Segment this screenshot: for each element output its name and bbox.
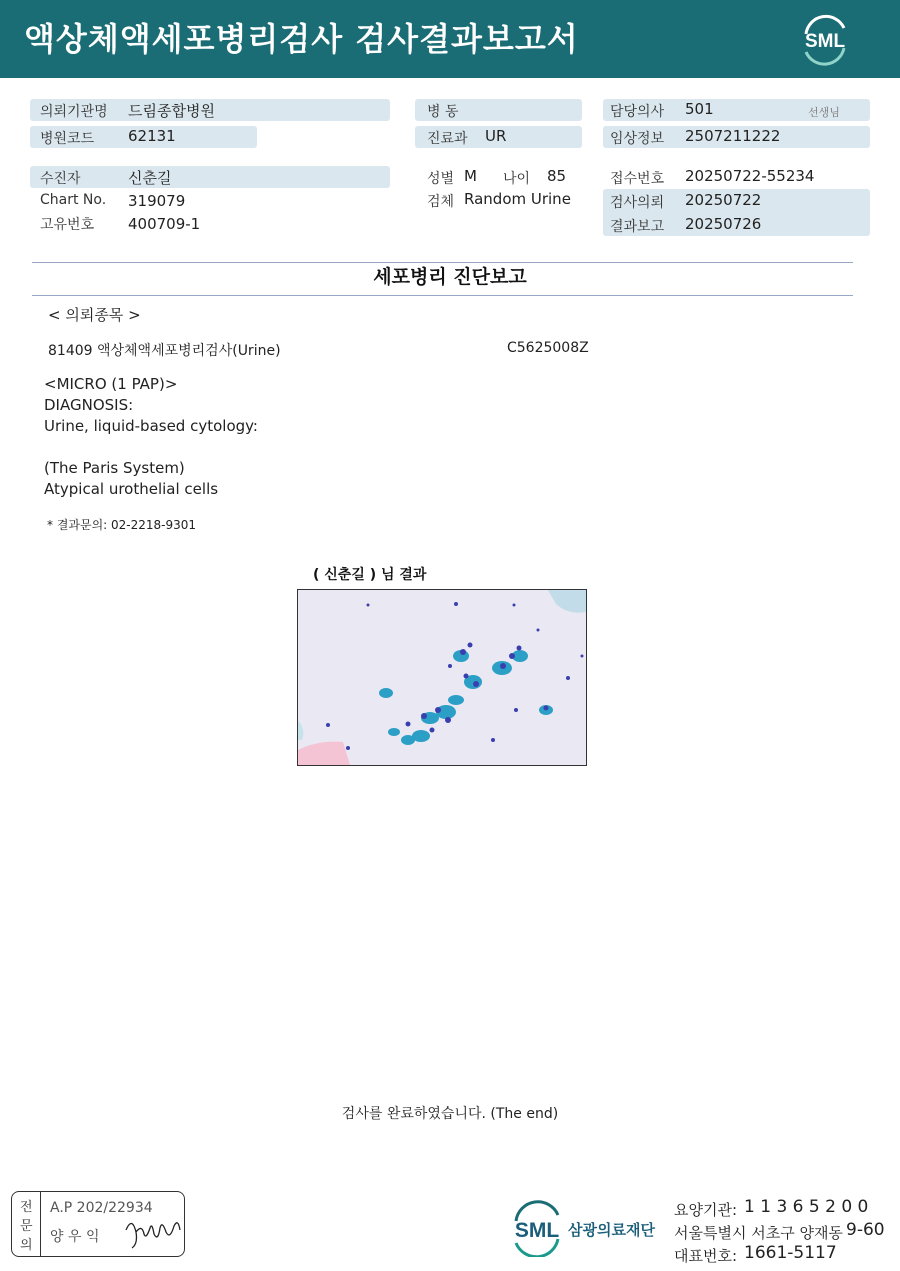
report-value: 20250726 [685, 215, 762, 233]
patient-row-bg [30, 166, 390, 188]
specimen-value: Random Urine [464, 190, 571, 208]
sml-logo-text: SML [804, 31, 846, 52]
completion-message: 검사를 완료하였습니다. (The end) [341, 1106, 559, 1122]
chart-value: 319079 [128, 192, 186, 210]
ward-label: 병 동 [427, 104, 459, 120]
age-value: 85 [547, 167, 567, 185]
result-inquiry-note: * 결과문의: 02-2218-9301 [47, 518, 197, 532]
clinical-value: 2507211222 [685, 127, 781, 145]
doctor-value: 501 [685, 100, 714, 118]
result-line-system: (The Paris System) [44, 459, 185, 477]
stamp-name: 양 우 익 [50, 1229, 100, 1245]
specimen-label: 검체 [427, 194, 455, 210]
result-line-specimen: Urine, liquid-based cytology: [44, 417, 258, 435]
unique-value: 400709-1 [128, 215, 201, 233]
footer-address-no: 9-60 [846, 1220, 885, 1240]
footer-agency-value: 1 1 3 6 5 2 0 0 [744, 1197, 869, 1217]
code-label: 병원코드 [40, 131, 95, 147]
footer-sml-logo-icon [508, 1199, 566, 1257]
image-caption: ( 신춘길 ) 님 결과 [313, 567, 427, 583]
report-title: 액상체액세포병리검사 검사결과보고서 [24, 20, 579, 58]
dept-label: 진료과 [427, 131, 468, 147]
request-value: 20250722 [685, 191, 762, 209]
request-item-code: C5625008Z [507, 340, 589, 356]
result-line-micro: <MICRO (1 PAP)> [44, 375, 178, 393]
footer-phone-value: 1661-5117 [744, 1243, 837, 1263]
stamp-side-char: 의 [20, 1238, 33, 1253]
code-value: 62131 [128, 127, 176, 145]
receipt-value: 20250722-55234 [685, 167, 815, 185]
patient-label: 수진자 [40, 171, 81, 187]
stamp-side-char: 전 [20, 1200, 33, 1215]
footer-address: 서울특별시 서초구 양재동 [674, 1224, 843, 1242]
receipt-label: 접수번호 [610, 171, 665, 187]
unique-label: 고유번호 [40, 217, 95, 233]
request-label: 검사의뢰 [610, 195, 665, 211]
report-label: 결과보고 [610, 219, 665, 235]
doctor-suffix: 선생님 [808, 106, 840, 119]
request-item: 81409 액상체액세포병리검사(Urine) [48, 343, 281, 359]
sex-value: M [464, 167, 477, 185]
stamp-side-column [12, 1192, 41, 1256]
hospital-value: 드림종합병원 [128, 102, 215, 120]
chart-label: Chart No. [40, 192, 107, 208]
section-title: 세포병리 진단보고 [373, 266, 527, 288]
patient-value: 신춘길 [128, 169, 172, 187]
stamp-license: A.P 202/22934 [50, 1200, 153, 1216]
footer-logo-text: SML [514, 1219, 560, 1242]
dept-value: UR [485, 127, 507, 145]
result-line-finding: Atypical urothelial cells [44, 480, 219, 498]
pathologist-stamp [11, 1191, 185, 1257]
request-items-heading: < 의뢰종목 > [48, 306, 141, 324]
sml-logo-icon [796, 12, 854, 66]
age-label: 나이 [503, 171, 531, 187]
footer-org-name: 삼광의료재단 [568, 1221, 655, 1239]
result-line-diagnosis: DIAGNOSIS: [44, 396, 134, 414]
hospital-label: 의뢰기관명 [40, 104, 108, 120]
clinical-label: 임상정보 [610, 131, 665, 147]
signature-icon [122, 1210, 184, 1252]
stamp-side-char: 문 [20, 1219, 33, 1234]
cytology-microscope-image [297, 589, 587, 766]
footer-agency-label: 요양기관: [674, 1201, 738, 1219]
doctor-label: 담당의사 [610, 104, 665, 120]
sex-label: 성별 [427, 171, 455, 187]
section-rule-bottom [32, 295, 853, 296]
footer-phone-label: 대표번호: [674, 1247, 738, 1265]
